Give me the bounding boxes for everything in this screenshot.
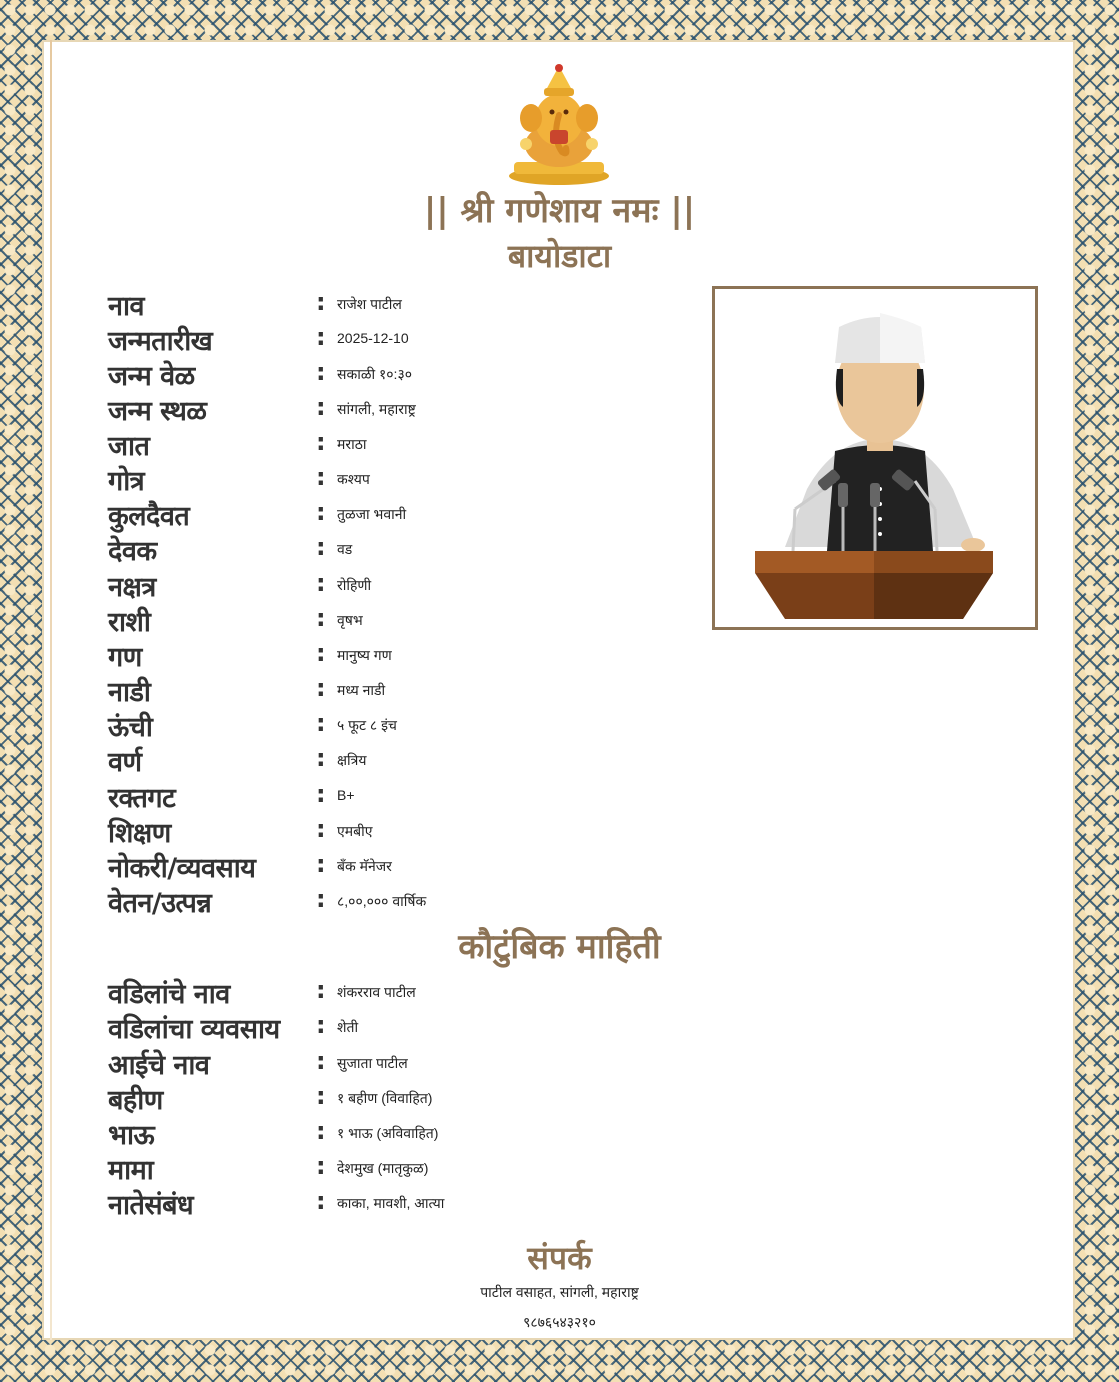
contact-phone: ९८७६५४३२१० bbox=[523, 1314, 596, 1330]
detail-value: 2025-12-10 bbox=[337, 330, 409, 346]
detail-value: वृषभ bbox=[337, 612, 363, 628]
detail-label: नाडी bbox=[108, 677, 151, 708]
detail-row bbox=[108, 883, 668, 919]
detail-row bbox=[108, 848, 668, 884]
detail-label: नोकरी/व्यवसाय bbox=[108, 853, 256, 884]
detail-label: नक्षत्र bbox=[108, 572, 156, 603]
detail-row bbox=[108, 1150, 668, 1186]
detail-value: सकाळी १०:३० bbox=[337, 366, 413, 382]
separator: : bbox=[316, 976, 326, 1004]
detail-value: राजेश पाटील bbox=[337, 296, 402, 312]
detail-label: भाऊ bbox=[108, 1120, 155, 1151]
detail-label: बहीण bbox=[108, 1085, 163, 1116]
detail-label: गण bbox=[108, 642, 142, 673]
detail-label: गोत्र bbox=[108, 466, 145, 497]
detail-value: रोहिणी bbox=[337, 577, 372, 593]
detail-value: शंकरराव पाटील bbox=[337, 984, 416, 1000]
detail-label: जात bbox=[108, 431, 150, 462]
detail-row bbox=[108, 496, 668, 532]
profile-photo bbox=[712, 286, 1038, 630]
detail-label: मामा bbox=[108, 1155, 154, 1186]
separator: : bbox=[316, 358, 326, 386]
detail-label: वर्ण bbox=[108, 747, 142, 778]
detail-label: शिक्षण bbox=[108, 818, 171, 849]
separator: : bbox=[316, 428, 326, 456]
separator: : bbox=[316, 709, 326, 737]
separator: : bbox=[316, 323, 326, 351]
detail-value: बँक मॅनेजर bbox=[337, 858, 392, 874]
detail-label: जन्मतारीख bbox=[108, 326, 213, 357]
detail-label: ऊंची bbox=[108, 712, 153, 743]
detail-value: ८,००,००० वार्षिक bbox=[337, 893, 427, 909]
detail-label: नाव bbox=[108, 291, 144, 322]
separator: : bbox=[316, 498, 326, 526]
detail-row bbox=[108, 356, 668, 392]
detail-label: कुलदैवत bbox=[108, 501, 190, 532]
separator: : bbox=[316, 1047, 326, 1075]
detail-value: देशमुख (मातृकुळ) bbox=[337, 1160, 429, 1176]
detail-label: राशी bbox=[108, 607, 151, 638]
detail-row bbox=[108, 1185, 668, 1221]
detail-value: काका, मावशी, आत्या bbox=[337, 1195, 445, 1211]
detail-label: नातेसंबंध bbox=[108, 1190, 194, 1221]
detail-value: मराठा bbox=[337, 436, 367, 452]
detail-value: सांगली, महाराष्ट्र bbox=[337, 401, 416, 417]
separator: : bbox=[316, 674, 326, 702]
detail-value: ५ फूट ८ इंच bbox=[337, 717, 397, 733]
detail-row bbox=[108, 426, 668, 462]
detail-row bbox=[108, 1045, 668, 1081]
detail-value: १ भाऊ (अविवाहित) bbox=[337, 1125, 439, 1141]
detail-row bbox=[108, 813, 668, 849]
detail-label: जन्म स्थळ bbox=[108, 396, 207, 427]
detail-label: वडिलांचा व्यवसाय bbox=[108, 1014, 280, 1045]
detail-value: सुजाता पाटील bbox=[337, 1055, 408, 1071]
detail-value: B+ bbox=[337, 787, 355, 803]
detail-row bbox=[108, 778, 668, 814]
detail-value: मानुष्य गण bbox=[337, 647, 392, 663]
separator: : bbox=[316, 604, 326, 632]
detail-value: मध्य नाडी bbox=[337, 682, 386, 698]
detail-row bbox=[108, 742, 668, 778]
separator: : bbox=[316, 1152, 326, 1180]
detail-row bbox=[108, 531, 668, 567]
detail-value: एमबीए bbox=[337, 823, 373, 839]
detail-value: कश्यप bbox=[337, 471, 370, 487]
separator: : bbox=[316, 288, 326, 316]
detail-label: देवक bbox=[108, 536, 157, 567]
detail-row bbox=[108, 672, 668, 708]
separator: : bbox=[316, 744, 326, 772]
contact-address: पाटील वसाहत, सांगली, महाराष्ट्र bbox=[480, 1284, 639, 1300]
detail-value: वड bbox=[337, 541, 353, 557]
detail-row bbox=[108, 321, 668, 357]
detail-row bbox=[108, 974, 668, 1010]
detail-label: जन्म वेळ bbox=[108, 361, 195, 392]
detail-row bbox=[108, 1115, 668, 1151]
detail-label: वेतन/उत्पन्न bbox=[108, 888, 212, 919]
detail-row bbox=[108, 1080, 668, 1116]
separator: : bbox=[316, 1187, 326, 1215]
separator: : bbox=[316, 639, 326, 667]
invocation-heading: || श्री गणेशाय नमः || bbox=[423, 191, 696, 231]
detail-row bbox=[108, 637, 668, 673]
family-section-title: कौटुंबिक माहिती bbox=[458, 927, 661, 967]
separator: : bbox=[316, 1082, 326, 1110]
separator: : bbox=[316, 780, 326, 808]
detail-value: १ बहीण (विवाहित) bbox=[337, 1090, 433, 1106]
separator: : bbox=[316, 1117, 326, 1145]
separator: : bbox=[316, 569, 326, 597]
detail-row bbox=[108, 391, 668, 427]
separator: : bbox=[316, 815, 326, 843]
separator: : bbox=[316, 885, 326, 913]
detail-row bbox=[108, 286, 668, 322]
detail-row bbox=[108, 461, 668, 497]
page-title: बायोडाटा bbox=[507, 237, 612, 275]
detail-row bbox=[108, 1009, 668, 1045]
separator: : bbox=[316, 463, 326, 491]
speaker-at-podium-illustration bbox=[715, 289, 1035, 627]
contact-title: संपर्क bbox=[527, 1239, 592, 1277]
detail-row bbox=[108, 567, 668, 603]
separator: : bbox=[316, 850, 326, 878]
detail-label: वडिलांचे नाव bbox=[108, 979, 230, 1010]
detail-value: क्षत्रिय bbox=[337, 752, 367, 768]
detail-row bbox=[108, 602, 668, 638]
separator: : bbox=[316, 533, 326, 561]
detail-value: तुळजा भवानी bbox=[337, 506, 407, 522]
ganesha-icon bbox=[506, 60, 612, 186]
separator: : bbox=[316, 393, 326, 421]
separator: : bbox=[316, 1011, 326, 1039]
detail-value: शेती bbox=[337, 1019, 359, 1035]
detail-row bbox=[108, 707, 668, 743]
detail-label: आईचे नाव bbox=[108, 1050, 210, 1081]
detail-label: रक्तगट bbox=[108, 783, 176, 814]
